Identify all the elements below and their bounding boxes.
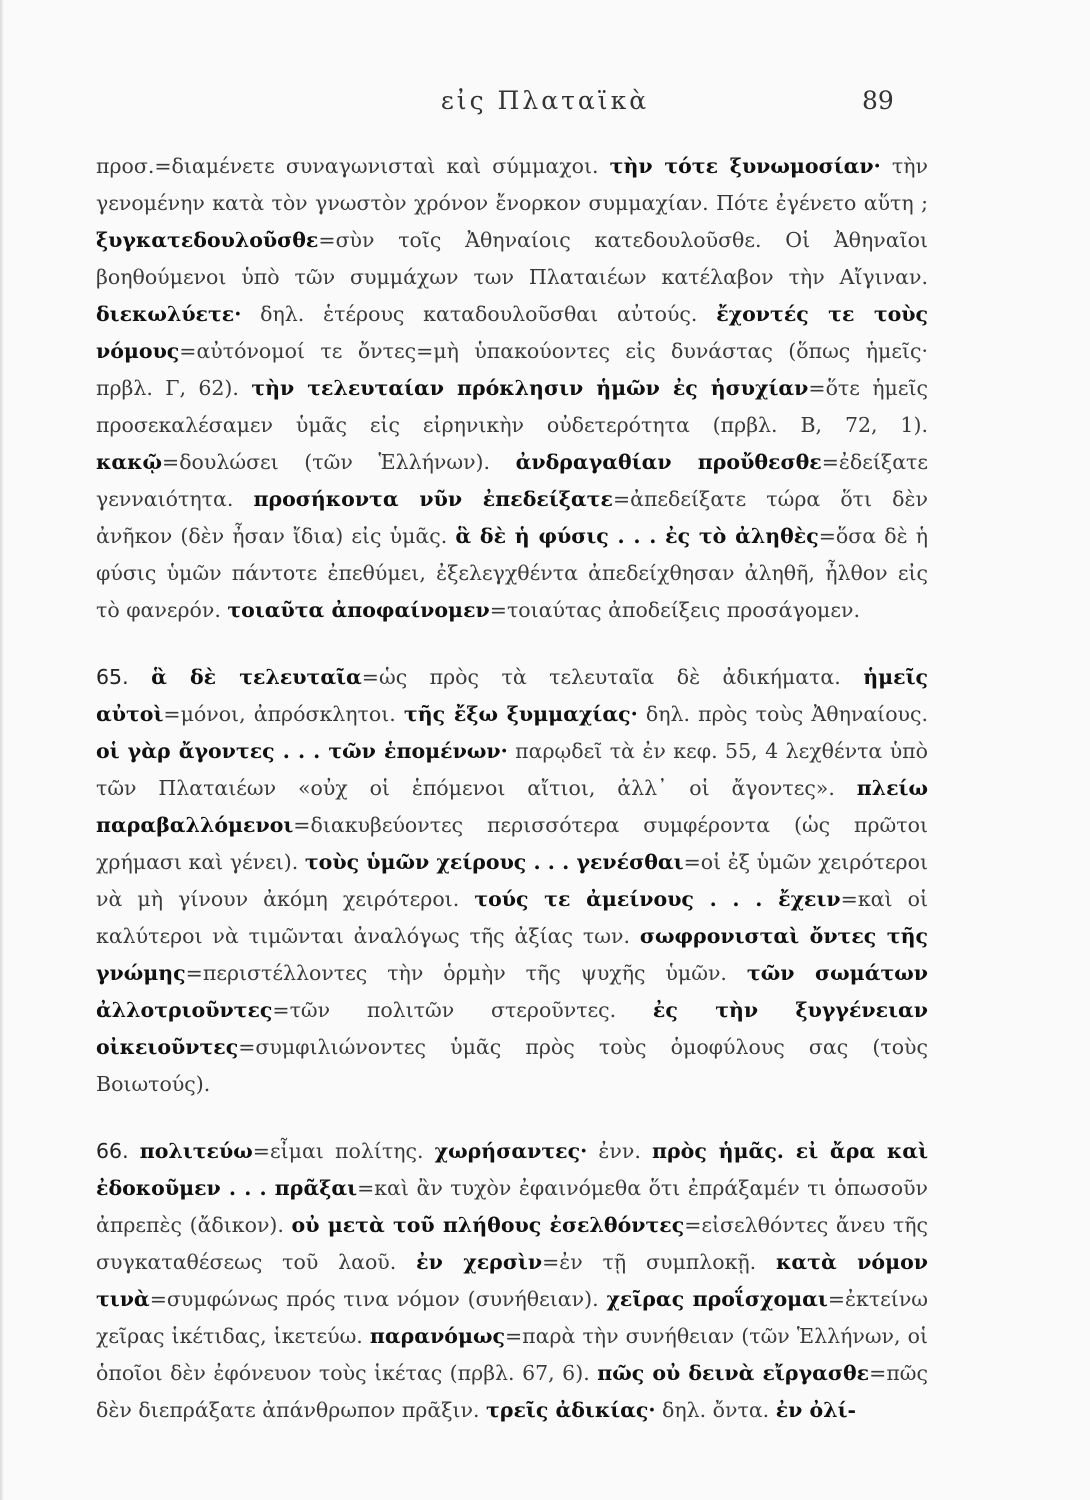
- lemma: τοὺς ὑμῶν χείρους . . . γενέσθαι: [304, 850, 684, 874]
- lemma: πῶς οὐ δεινὰ εἴργασθε: [597, 1361, 870, 1385]
- lemma: τὴν τότε ξυνωμοσίαν·: [609, 154, 881, 178]
- gloss-text: δηλ. ὄντα.: [655, 1398, 776, 1422]
- gloss-text: =ἐδείξατε γενναιότητα.: [96, 450, 929, 511]
- lemma: κακῷ: [96, 450, 163, 474]
- commentary-text: [96, 148, 928, 1429]
- gloss-text: =αὐτόνομοί τε ὄντες=μὴ ὑπακούοντες εἰς δυνάστας (ὅπως ἡμεῖς· πρβλ. Γ, 62).: [96, 339, 928, 400]
- lemma: ἐν ὀλί-: [775, 1398, 857, 1422]
- lemma: διεκωλύετε·: [96, 302, 242, 326]
- lemma: χωρήσαντες·: [434, 1139, 588, 1163]
- lemma: πολιτεύω: [139, 1139, 253, 1163]
- gloss-text: =περιστέλλοντες τὴν ὁρμὴν τῆς ψυχῆς ὑμῶν.: [185, 961, 747, 985]
- gloss-text: =ὅσα δὲ ἡ φύσις ὑμῶν πάντοτε ἐπεθύμει, ἐξελεγχθέντα ἀπεδείχθησαν ἀληθῆ, ἦλθον εἰς τὸ φανερόν.: [96, 524, 928, 622]
- lemma: τῶν σωμάτων ἀλλοτριοῦντες: [96, 961, 929, 1022]
- gloss-text: =ἀπεδείξατε τώρα ὅτι δὲν ἀνῆκον (δὲν ἦσαν ἴδια) εἰς ὑμᾶς.: [96, 487, 928, 548]
- lemma: ξυγκατεδουλοῦσθε: [96, 228, 319, 252]
- gloss-text: =συμφιλιώνοντες ὑμᾶς πρὸς τοὺς ὁμοφύλους σας (τοὺς Βοιωτούς).: [96, 1035, 928, 1096]
- gloss-text: =σὺν τοῖς Ἀθηναίοις κατεδουλοῦσθε. Οἱ Ἀθηναῖοι βοηθούμενοι ὑπὸ τῶν συμμάχων των Πλαταιέων κατέλαβον τὴν Αἴγιναν.: [96, 228, 928, 289]
- gloss-text: δηλ. πρὸς τοὺς Ἀθηναίους.: [637, 702, 928, 726]
- lemma: πρὸς ἡμᾶς. εἰ ἄρα καὶ ἐδοκοῦμεν . . . πρᾶξαι: [96, 1139, 928, 1200]
- gloss-text: τὴν γενομένην κατὰ τὸν γνωστὸν χρόνον ἔνορκον συμμαχίαν. Πότε ἐγένετο αὕτη ;: [96, 154, 928, 215]
- lemma: σωφρονισταὶ ὄντες τῆς γνώμης: [96, 924, 928, 985]
- gloss-text: =εἰσελθόντες ἄνευ τῆς συγκαταθέσεως τοῦ λαοῦ.: [96, 1213, 928, 1274]
- lemma: ἐν χερσὶν: [416, 1250, 543, 1274]
- gloss-text: =τῶν πολιτῶν στεροῦντες.: [272, 998, 653, 1022]
- paragraph-66: [96, 1133, 928, 1429]
- paragraph-64: [96, 148, 928, 629]
- gloss-text: =ὡς πρὸς τὰ τελευταῖα δὲ ἀδικήματα.: [361, 665, 864, 689]
- lemma: ἡμεῖς αὐτοὶ: [96, 665, 929, 726]
- lemma: τούς τε ἀμείνους . . . ἔχειν: [474, 887, 841, 911]
- gloss-text: =καὶ οἱ καλύτεροι νὰ τιμῶνται ἀναλόγως τῆς ἀξίας των.: [96, 887, 929, 948]
- lemma: παρανόμως: [369, 1324, 505, 1348]
- gloss-text: παρῳδεῖ τὰ ἐν κεφ. 55, 4 λεχθέντα ὑπὸ τῶν Πλαταιέων «οὐχ οἱ ἑπόμενοι αἴτιοι, ἀλλ᾽ οἱ ἄγοντες».: [96, 739, 928, 800]
- gloss-text: προσ.=διαμένετε συναγωνισταὶ καὶ σύμμαχοι.: [96, 154, 610, 178]
- paragraph-65: [96, 659, 928, 1103]
- lemma: ἀνδραγαθίαν προὔθεσθε: [515, 450, 822, 474]
- lemma: τοιαῦτα ἀποφαίνομεν: [227, 598, 490, 622]
- section-number: 65.: [96, 665, 152, 689]
- running-title: εἰς Πλαταϊκὰ: [440, 86, 650, 115]
- section-number: 66.: [96, 1139, 140, 1163]
- lemma: ἐς τὴν ξυγγένειαν οἰκειοῦντες: [96, 998, 929, 1059]
- gloss-text: =συμφώνως πρός τινα νόμον (συνήθειαν).: [149, 1287, 607, 1311]
- gloss-text: δηλ. ἑτέρους καταδουλοῦσθαι αὐτούς.: [241, 302, 717, 326]
- lemma: τρεῖς ἀδικίας·: [486, 1398, 656, 1422]
- gloss-text: =ὅτε ἡμεῖς προσεκαλέσαμεν ὑμᾶς εἰς εἰρηνικὴν οὐδετερότητα (πρβλ. Β, 72, 1).: [96, 376, 928, 437]
- gloss-text: =εἶμαι πολίτης.: [252, 1139, 435, 1163]
- gloss-text: =διακυβεύοντες περισσότερα συμφέροντα (ὡς πρῶτοι χρήμασι καὶ γένει).: [96, 813, 928, 874]
- page-number: 89: [862, 86, 894, 115]
- lemma: ἃ δὲ τελευταῖα: [151, 665, 362, 689]
- lemma: τῆς ἔξω ξυμμαχίας·: [403, 702, 638, 726]
- lemma: πλείω παραβαλλόμενοι: [96, 776, 928, 837]
- lemma: τὴν τελευταίαν πρόκλησιν ἡμῶν ἐς ἡσυχίαν: [251, 376, 809, 400]
- gloss-text: =οἱ ἐξ ὑμῶν χειρότεροι νὰ μὴ γίνουν ἀκόμη χειρότεροι.: [96, 850, 928, 911]
- lemma: κατὰ νόμον τινὰ: [96, 1250, 928, 1311]
- lemma: ἔχοντές τε τοὺς νόμους: [96, 302, 928, 363]
- page-header: [0, 86, 1090, 126]
- gloss-text: ἐνν.: [587, 1139, 653, 1163]
- gloss-text: =μόνοι, ἀπρόσκλητοι.: [163, 702, 404, 726]
- gloss-text: =καὶ ἂν τυχὸν ἐφαινόμεθα ὅτι ἐπράξαμέν τι ὁπωσοῦν ἀπρεπὲς (ἄδικον).: [96, 1176, 928, 1237]
- gloss-text: =ἐκτείνω χεῖρας ἱκέτιδας, ἱκετεύω.: [96, 1287, 928, 1348]
- lemma: οὐ μετὰ τοῦ πλήθους ἐσελθόντες: [291, 1213, 685, 1237]
- gloss-text: =παρὰ τὴν συνήθειαν (τῶν Ἑλλήνων, οἱ ὁποῖοι δὲν ἐφόνευον τοὺς ἱκέτας (πρβλ. 67, 6).: [96, 1324, 928, 1385]
- gloss-text: =ἐν τῇ συμπλοκῇ.: [542, 1250, 777, 1274]
- lemma: οἱ γὰρ ἄγοντες . . . τῶν ἑπομένων·: [96, 739, 508, 763]
- lemma: ἃ δὲ ἡ φύσις . . . ἐς τὸ ἀληθὲς: [455, 524, 819, 548]
- lemma: χεῖρας προΐσχομαι: [606, 1287, 828, 1311]
- gloss-text: =τοιαύτας ἀποδείξεις προσάγομεν.: [489, 598, 860, 622]
- gloss-text: =δουλώσει (τῶν Ἑλλήνων).: [162, 450, 516, 474]
- lemma: προσήκοντα νῦν ἐπεδείξατε: [253, 487, 613, 511]
- scan-edge: [0, 0, 4, 1500]
- gloss-text: =πῶς δὲν διεπράξατε ἀπάνθρωπον πρᾶξιν.: [96, 1361, 928, 1422]
